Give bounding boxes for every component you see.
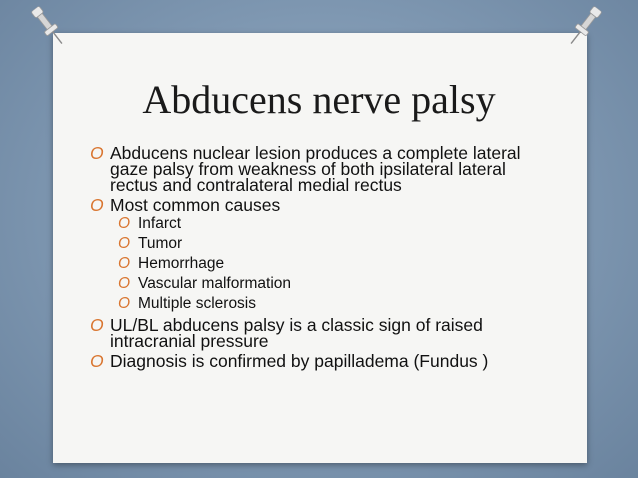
bullet-item (90, 145, 545, 193)
bullet-text: UL/BL abducens palsy is a classic sign of raised intracranial pressure (110, 315, 483, 351)
bullet-marker: O (118, 215, 131, 232)
sub-bullet-text: Vascular malformation (138, 275, 292, 292)
bullet-marker: O (118, 235, 131, 252)
sub-bullet-item (118, 295, 545, 313)
bullet-marker: O (90, 143, 104, 163)
bullet-marker: O (118, 275, 131, 292)
bullet-item (90, 317, 545, 349)
bullet-marker: O (118, 255, 131, 272)
sub-bullet-item (118, 215, 545, 233)
bullet-marker: O (90, 195, 104, 215)
sub-bullet-item (118, 235, 545, 253)
sub-bullet-text: Infarct (138, 215, 182, 232)
pushpin-icon (28, 3, 71, 50)
sub-bullet-text: Multiple sclerosis (138, 295, 257, 312)
bullet-marker: O (90, 351, 104, 371)
sub-bullet-item (118, 255, 545, 273)
sub-bullet-item (118, 275, 545, 293)
bullet-marker: O (90, 315, 104, 335)
bullet-text: Diagnosis is confirmed by papilladema (Fundus ) (110, 351, 489, 371)
bullet-item (90, 197, 545, 313)
slide-title: Abducens nerve palsy (142, 77, 496, 122)
sub-bullet-list (110, 215, 545, 313)
bullet-list (90, 145, 545, 373)
bullet-text: Abducens nuclear lesion produces a complete lateral gaze palsy from weakness of both ipsilateral lateral rectus and contralateral medial rectus (110, 143, 521, 195)
sub-bullet-text: Hemorrhage (138, 255, 225, 272)
sub-bullet-text: Tumor (138, 235, 183, 252)
bullet-item (90, 353, 545, 369)
bullet-marker: O (118, 295, 131, 312)
bullet-text: Most common causes (110, 195, 281, 215)
